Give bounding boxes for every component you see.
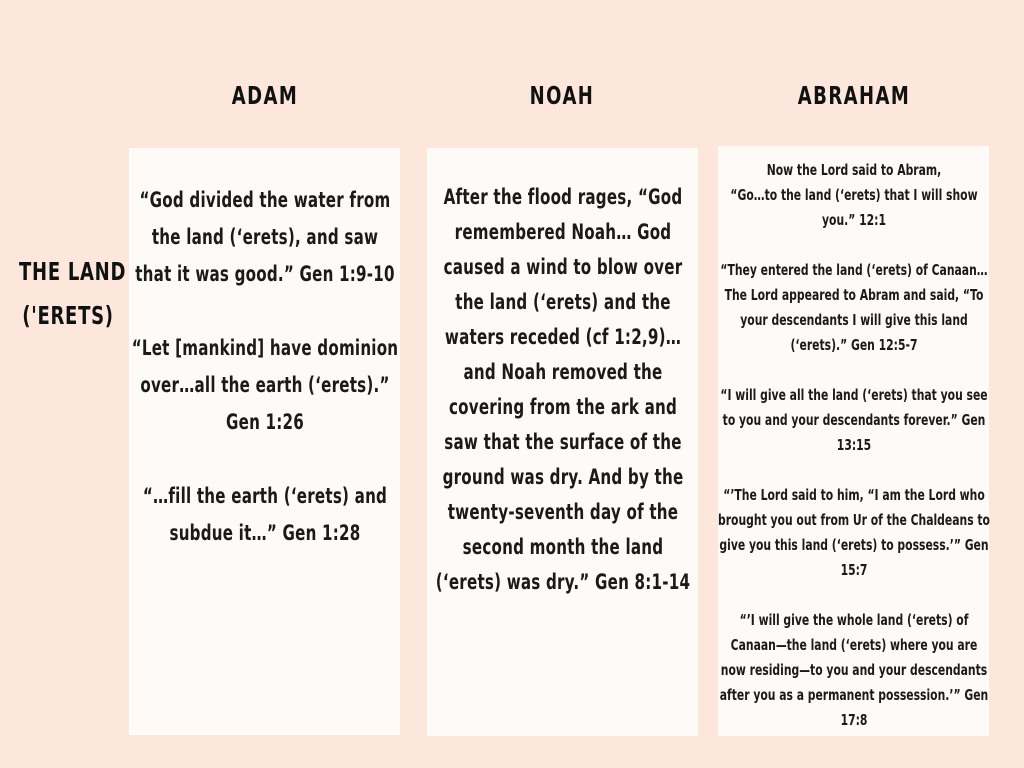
card-noah-text <box>430 180 695 600</box>
abraham-quote-2: “They entered the land (‘erets) of Canaan…The Lord appeared to Abram and said, “To your descendants I will give this land (‘erets).” Gen 12:5-7 <box>719 261 988 354</box>
card-abraham <box>718 146 989 736</box>
card-noah <box>427 148 698 736</box>
abraham-quote-5: “’I will give the whole land (‘erets) of Canaan—the land (‘erets) where you are now residing—to you and your descendants after you as a permanent possession.’” Gen 17:8 <box>719 611 988 729</box>
adam-quote-2: “Let [mankind] have dominion over…all the earth (‘erets).” Gen 1:26 <box>131 336 398 434</box>
row-label-line2: ('ERETS) <box>22 301 114 330</box>
abraham-quote-4: “’The Lord said to him, “I am the Lord who brought you out from Ur of the Chaldeans to give you this land (‘erets) to possess.’” Gen 15:7 <box>717 486 990 579</box>
abraham-quote-1-line-1: Now the Lord said to Abram, <box>766 161 941 179</box>
header-adam: ADAM <box>231 81 299 110</box>
abraham-quote-1-line-2: “Go…to the land (‘erets) that I will show you.” 12:1 <box>729 186 978 229</box>
header-noah: NOAH <box>529 81 595 110</box>
adam-quote-1: “God divided the water from the land (‘erets), and saw that it was good.” Gen 1:9-10 <box>134 188 395 286</box>
card-adam <box>129 148 400 735</box>
noah-quote-1: After the flood rages, “God remembered Noah… God caused a wind to blow over the land (‘erets) and the waters receded (cf 1:2,9)… and Noah removed the covering from the ark and saw that the surface of the ground was dry. And by the twenty-seventh day of the second month the land (‘erets) was dry.” Gen 8:1-14 <box>435 185 690 594</box>
abraham-quote-3: “I will give all the land (‘erets) that you see to you and your descendants forever.” Gen 13:15 <box>719 386 988 454</box>
adam-quote-3: “…fill the earth (‘erets) and subdue it…” Gen 1:28 <box>142 484 387 545</box>
card-adam-text <box>131 182 399 552</box>
card-abraham-text <box>716 158 991 733</box>
row-label-the-land <box>19 250 127 338</box>
header-abraham: ABRAHAM <box>797 81 911 110</box>
row-label-line1: THE LAND <box>19 257 127 286</box>
